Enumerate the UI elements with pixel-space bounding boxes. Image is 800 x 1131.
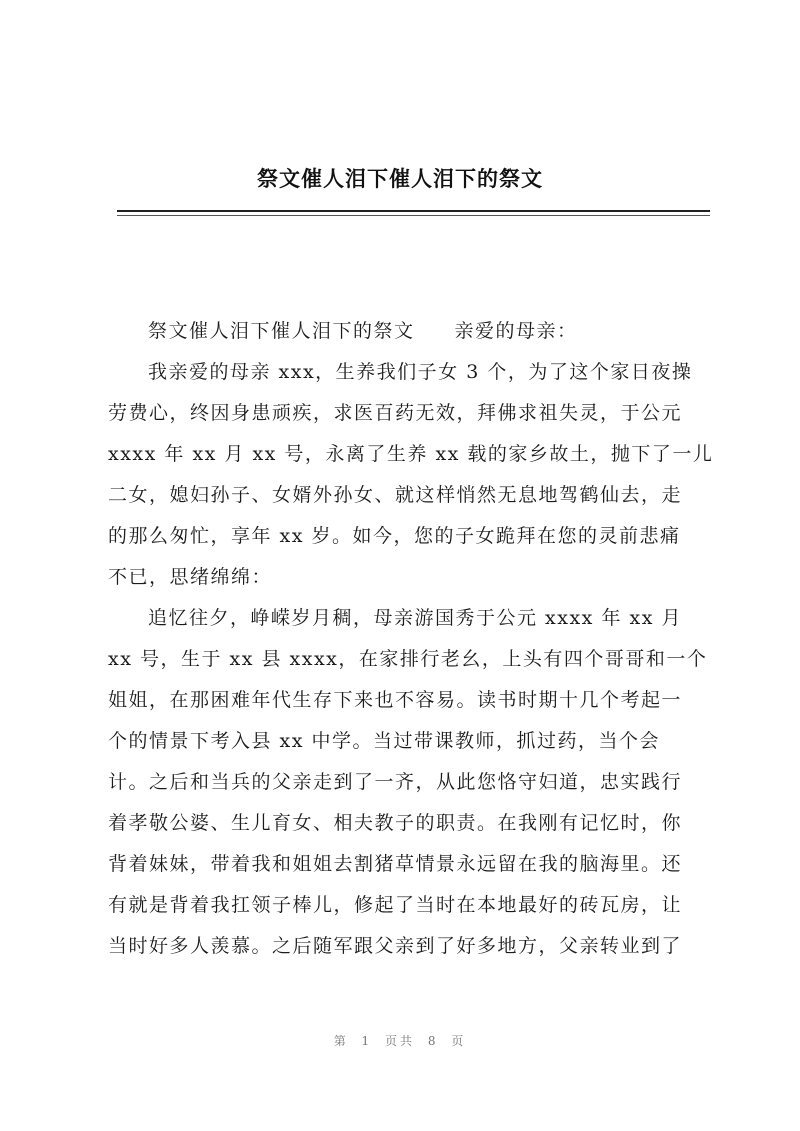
opening-title: 祭文催人泪下催人泪下的祭文 — [148, 320, 415, 342]
paragraph-line: 不已，思绪绵绵： — [108, 566, 273, 588]
page-footer: 第 1 页共 8 页 — [333, 1034, 467, 1048]
paragraph-line: 着孝敬公婆、生儿育女、相夫教子的职责。在我刚有记忆时，你 — [108, 812, 683, 834]
paragraph-line: 的那么匆忙，享年 xx 岁。如今，您的子女跪拜在您的灵前悲痛 — [108, 525, 681, 547]
paragraph-line: xx 号，生于 xx 县 xxxx，在家排行老幺，上头有四个哥哥和一个 — [108, 648, 708, 670]
paragraph-line: 姐姐，在那困难年代生存下来也不容易。读书时期十几个考起一 — [108, 689, 683, 711]
paragraph-line: 计。之后和当兵的父亲走到了一齐，从此您恪守妇道，忠实践行 — [108, 771, 683, 793]
title-underline-thin — [117, 215, 710, 216]
opening-line — [108, 311, 708, 352]
title-underline — [117, 210, 710, 212]
paragraph-line: xxxx 年 xx 月 xx 号，永离了生养 xx 载的家乡故土，抛下了一儿 — [108, 443, 714, 465]
document-body — [108, 311, 714, 967]
salutation: 亲爱的母亲： — [454, 320, 578, 342]
paragraph-line: 背着妹妹，带着我和姐姐去割猪草情景永远留在我的脑海里。还 — [108, 853, 683, 875]
paragraph-line: 我亲爱的母亲 xxx，生养我们子女 3 个，为了这个家日夜操 — [148, 361, 693, 383]
paragraph-line: 有就是背着我扛领子棒儿，修起了当时在本地最好的砖瓦房，让 — [108, 894, 683, 916]
paragraph-line: 追忆往夕，峥嵘岁月稠，母亲游国秀于公元 xxxx 年 xx 月 — [148, 607, 682, 629]
document-title: 祭文催人泪下催人泪下的祭文 — [257, 166, 543, 191]
paragraph-line: 二女，媳妇孙子、女婿外孙女、就这样悄然无息地驾鹤仙去，走 — [108, 484, 683, 506]
paragraph-line: 个的情景下考入县 xx 中学。当过带课教师，抓过药，当个会 — [108, 730, 661, 752]
paragraph-line: 劳费心，终因身患顽疾，求医百药无效，拜佛求祖失灵，于公元 — [108, 402, 683, 424]
paragraph-line: 当时好多人羡慕。之后随军跟父亲到了好多地方，父亲转业到了 — [108, 935, 683, 957]
